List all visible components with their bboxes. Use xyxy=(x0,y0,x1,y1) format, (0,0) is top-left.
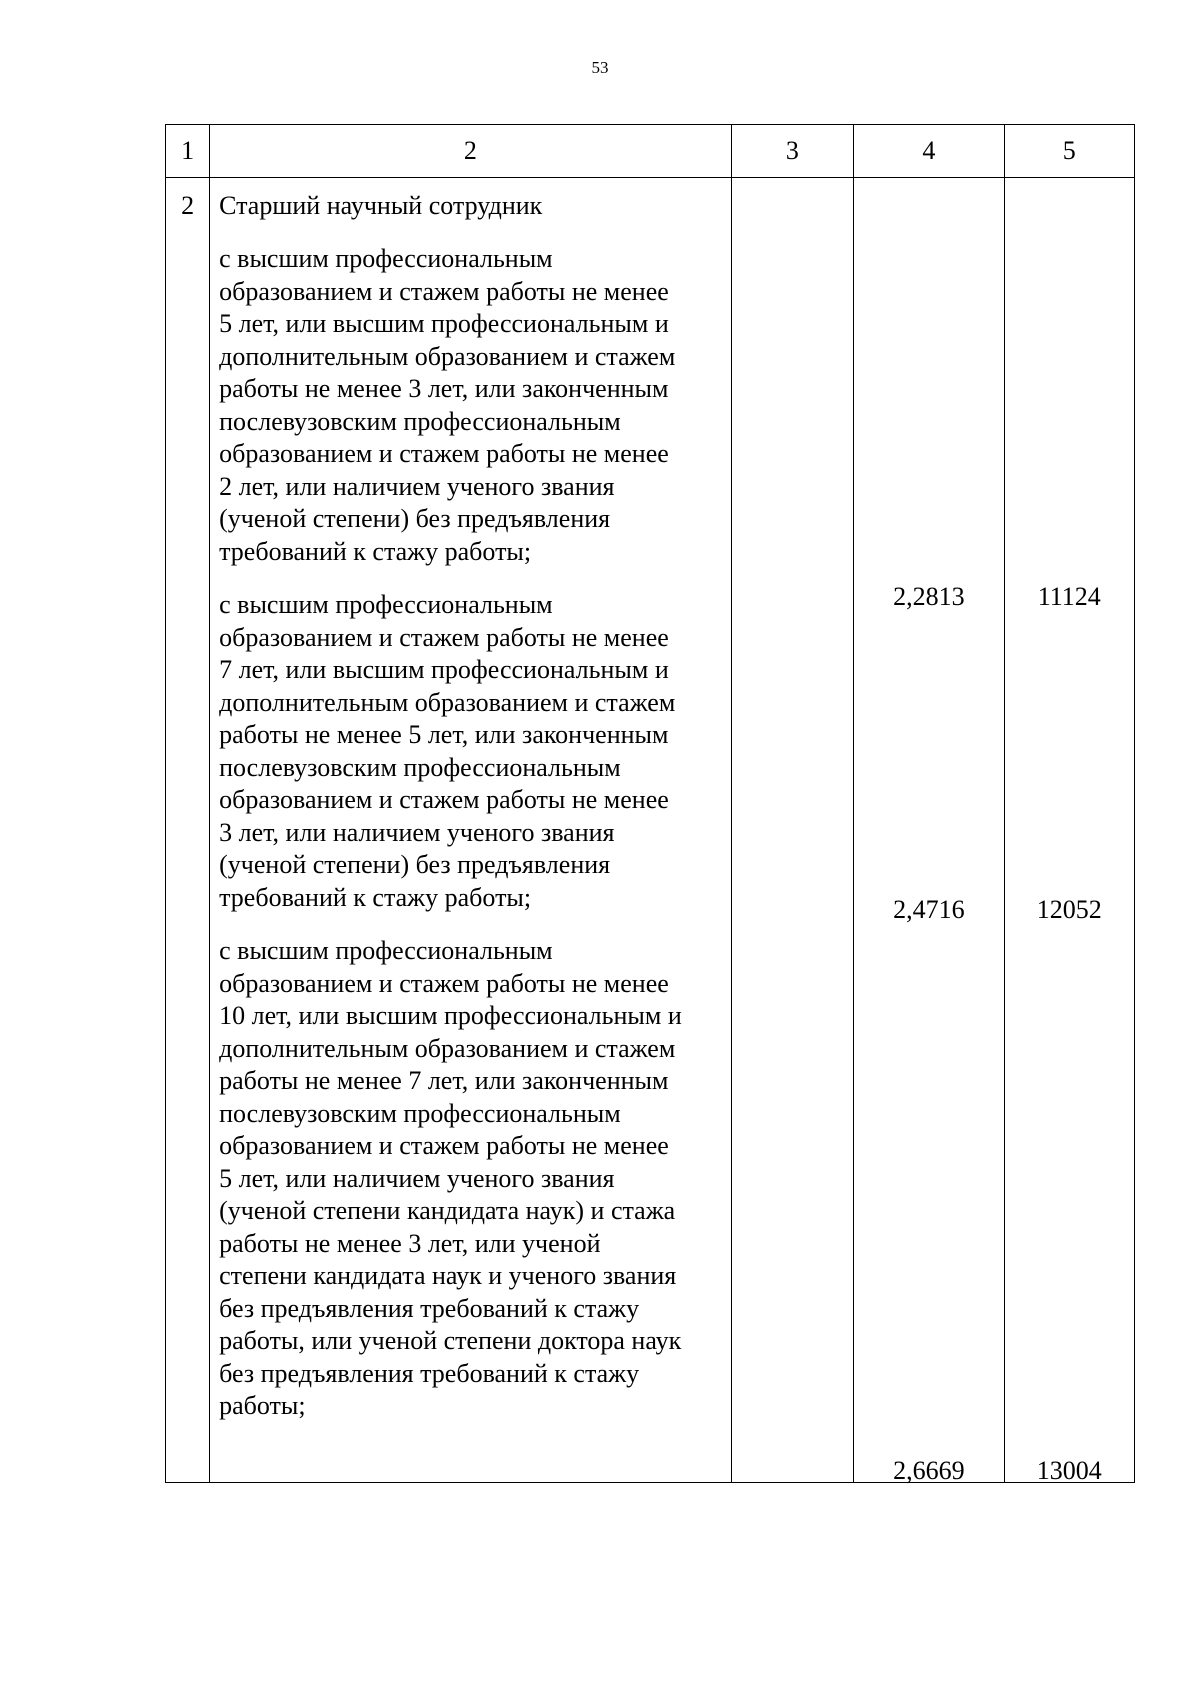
coefficient-value-1: 2,2813 xyxy=(893,582,965,611)
salary-table xyxy=(165,124,1135,1483)
salary-value-2: 12052 xyxy=(1036,895,1102,924)
qualification-condition-3: с высшим профессиональным образованием и стажем работы не менее 10 лет, или высшим профессиональным и дополнительным образованием и стажем работы не менее 7 лет, или законченным послевузовским профессиональным образованием и стажем работы не менее 5 лет, или наличием ученого звания (ученой степени кандидата наук) и стажа работы не менее 3 лет, или ученой степени кандидата наук и ученого звания без предъявления требований к стажу работы, или ученой степени доктора наук без предъявления требований к стажу работы; xyxy=(219,936,682,1420)
page-number: 53 xyxy=(591,58,609,77)
coefficient-value-3: 2,6669 xyxy=(893,1456,965,1485)
salary-value-1: 11124 xyxy=(1037,582,1101,611)
qualification-condition-1: с высшим профессиональным образованием и стажем работы не менее 5 лет, или высшим профессиональным и дополнительным образованием и стажем работы не менее 3 лет, или законченным послевузовским профессиональным образованием и стажем работы не менее 2 лет, или наличием ученого звания (ученой степени) без предъявления требований к стажу работы; xyxy=(219,244,676,566)
column-header-5: 5 xyxy=(1004,125,1134,178)
qualification-condition-2: с высшим профессиональным образованием и стажем работы не менее 7 лет, или высшим профессиональным и дополнительным образованием и стажем работы не менее 5 лет, или законченным послевузовским профессиональным образованием и стажем работы не менее 3 лет, или наличием ученого звания (ученой степени) без предъявления требований к стажу работы; xyxy=(219,590,676,912)
row-number: 2 xyxy=(166,178,210,1483)
position-title: Старший научный сотрудник xyxy=(219,191,543,220)
table-row xyxy=(166,178,1135,1483)
empty-column-3-cell xyxy=(731,178,853,1483)
column-header-3: 3 xyxy=(731,125,853,178)
column-header-1: 1 xyxy=(166,125,210,178)
coefficient-value-2: 2,4716 xyxy=(893,895,965,924)
coefficient-cell xyxy=(854,178,1004,1483)
position-description-cell xyxy=(210,178,732,1483)
salary-value-3: 13004 xyxy=(1036,1456,1102,1485)
column-header-4: 4 xyxy=(854,125,1004,178)
table-header-row xyxy=(166,125,1135,178)
salary-cell xyxy=(1004,178,1134,1483)
column-header-2: 2 xyxy=(210,125,732,178)
